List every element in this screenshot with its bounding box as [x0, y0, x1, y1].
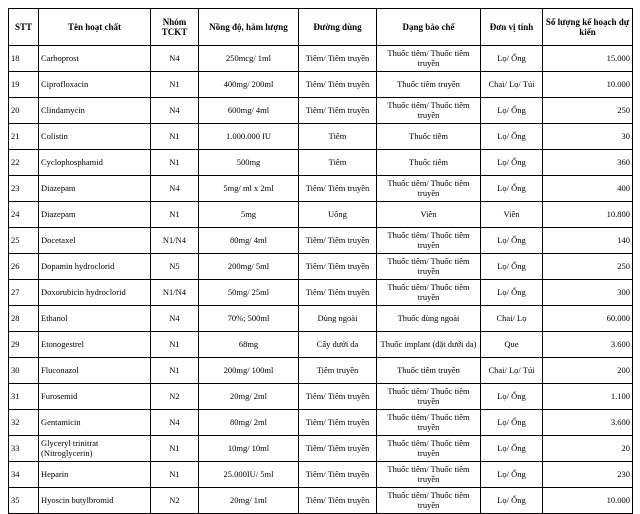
table-row [9, 280, 633, 306]
cell-stt: 21 [9, 124, 39, 150]
cell-stt: 28 [9, 306, 39, 332]
cell-name: Heparin [39, 462, 151, 488]
cell-quantity: 230 [543, 462, 633, 488]
table-row [9, 98, 633, 124]
cell-name: Doxorubicin hydroclorid [39, 280, 151, 306]
cell-unit: Chai/ Lọ/ Túi [481, 358, 543, 384]
cell-quantity: 20 [543, 436, 633, 462]
cell-name: Hyoscin butylbromid [39, 488, 151, 514]
table-row [9, 176, 633, 202]
cell-stt: 24 [9, 202, 39, 228]
cell-concentration: 600mg/ 4ml [199, 98, 299, 124]
cell-concentration: 500mg [199, 150, 299, 176]
cell-concentration: 10mg/ 10ml [199, 436, 299, 462]
cell-group: N1/N4 [151, 228, 199, 254]
cell-concentration: 200mg/ 5ml [199, 254, 299, 280]
cell-form: Thuốc tiêm/ Thuốc tiêm truyền [377, 280, 481, 306]
cell-quantity: 10.000 [543, 488, 633, 514]
cell-route: Tiêm truyền [299, 358, 377, 384]
cell-stt: 35 [9, 488, 39, 514]
cell-unit: Viên [481, 202, 543, 228]
table-row [9, 332, 633, 358]
table-row [9, 72, 633, 98]
cell-route: Cấy dưới da [299, 332, 377, 358]
cell-stt: 33 [9, 436, 39, 462]
cell-form: Thuốc tiêm/ Thuốc tiêm truyền [377, 462, 481, 488]
cell-form: Thuốc tiêm/ Thuốc tiêm truyền [377, 46, 481, 72]
cell-unit: Lọ/ Ống [481, 124, 543, 150]
cell-route: Tiêm/ Tiêm truyền [299, 462, 377, 488]
cell-stt: 25 [9, 228, 39, 254]
cell-group: N1 [151, 150, 199, 176]
cell-route: Tiêm [299, 124, 377, 150]
cell-group: N1 [151, 72, 199, 98]
cell-name: Diazepam [39, 176, 151, 202]
column-header-route: Đường dùng [299, 9, 377, 46]
cell-stt: 30 [9, 358, 39, 384]
cell-concentration: 250mcg/ 1ml [199, 46, 299, 72]
table-row [9, 358, 633, 384]
cell-unit: Chai/ Lọ/ Túi [481, 72, 543, 98]
cell-name: Furosemid [39, 384, 151, 410]
cell-name: Fluconazol [39, 358, 151, 384]
cell-name: Ethanol [39, 306, 151, 332]
table-row [9, 384, 633, 410]
cell-name: Etonogestrel [39, 332, 151, 358]
table-header-row [9, 9, 633, 46]
cell-quantity: 10.000 [543, 72, 633, 98]
cell-name: Cyclophosphamid [39, 150, 151, 176]
cell-route: Tiêm/ Tiêm truyền [299, 384, 377, 410]
cell-concentration: 200mg/ 100ml [199, 358, 299, 384]
column-header-quantity: Số lượng kế hoạch dự kiến [543, 9, 633, 46]
cell-group: N1 [151, 124, 199, 150]
table-row [9, 202, 633, 228]
cell-route: Tiêm/ Tiêm truyền [299, 254, 377, 280]
cell-form: Thuốc tiêm [377, 150, 481, 176]
cell-concentration: 80mg/ 2ml [199, 410, 299, 436]
cell-quantity: 140 [543, 228, 633, 254]
table-row [9, 124, 633, 150]
cell-route: Tiêm/ Tiêm truyền [299, 436, 377, 462]
cell-route: Tiêm/ Tiêm truyền [299, 176, 377, 202]
cell-form: Thuốc tiêm/ Thuốc tiêm truyền [377, 176, 481, 202]
table-row [9, 254, 633, 280]
column-header-unit: Đơn vị tính [481, 9, 543, 46]
cell-unit: Lọ/ Ống [481, 436, 543, 462]
cell-route: Tiêm/ Tiêm truyền [299, 46, 377, 72]
cell-unit: Lọ/ Ống [481, 488, 543, 514]
cell-route: Tiêm/ Tiêm truyền [299, 72, 377, 98]
cell-form: Viên [377, 202, 481, 228]
cell-stt: 22 [9, 150, 39, 176]
cell-form: Thuốc tiêm/ Thuốc tiêm truyền [377, 254, 481, 280]
cell-quantity: 400 [543, 176, 633, 202]
cell-unit: Lọ/ Ống [481, 46, 543, 72]
column-header-group: Nhóm TCKT [151, 9, 199, 46]
cell-group: N4 [151, 410, 199, 436]
cell-form: Thuốc tiêm/ Thuốc tiêm truyền [377, 488, 481, 514]
cell-quantity: 3.600 [543, 332, 633, 358]
cell-stt: 29 [9, 332, 39, 358]
cell-form: Thuốc tiêm/ Thuốc tiêm truyền [377, 228, 481, 254]
cell-group: N4 [151, 98, 199, 124]
cell-name: Dopamin hydroclorid [39, 254, 151, 280]
cell-quantity: 300 [543, 280, 633, 306]
table-row [9, 488, 633, 514]
cell-quantity: 10.800 [543, 202, 633, 228]
table-header [9, 9, 633, 46]
cell-name: Glyceryl trinitrat (Nitroglycerin) [39, 436, 151, 462]
cell-route: Tiêm/ Tiêm truyền [299, 98, 377, 124]
cell-route: Tiêm/ Tiêm truyền [299, 228, 377, 254]
cell-concentration: 400mg/ 200ml [199, 72, 299, 98]
cell-stt: 34 [9, 462, 39, 488]
cell-concentration: 50mg/ 25ml [199, 280, 299, 306]
table-row [9, 150, 633, 176]
cell-concentration: 80mg/ 4ml [199, 228, 299, 254]
cell-name: Diazepam [39, 202, 151, 228]
cell-form: Thuốc tiêm/ Thuốc tiêm truyền [377, 98, 481, 124]
cell-group: N4 [151, 176, 199, 202]
cell-quantity: 360 [543, 150, 633, 176]
cell-name: Carboprost [39, 46, 151, 72]
cell-form: Thuốc implant (đặt dưới da) [377, 332, 481, 358]
cell-concentration: 68mg [199, 332, 299, 358]
cell-stt: 23 [9, 176, 39, 202]
cell-route: Uống [299, 202, 377, 228]
cell-concentration: 5mg/ ml x 2ml [199, 176, 299, 202]
cell-group: N4 [151, 46, 199, 72]
cell-concentration: 25.000IU/ 5ml [199, 462, 299, 488]
cell-unit: Lọ/ Ống [481, 98, 543, 124]
cell-form: Thuốc tiêm/ Thuốc tiêm truyền [377, 436, 481, 462]
cell-quantity: 60.000 [543, 306, 633, 332]
cell-unit: Lọ/ Ống [481, 150, 543, 176]
column-header-concentration: Nồng độ, hàm lượng [199, 9, 299, 46]
cell-group: N5 [151, 254, 199, 280]
cell-group: N1 [151, 358, 199, 384]
cell-name: Docetaxel [39, 228, 151, 254]
cell-route: Tiêm/ Tiêm truyền [299, 280, 377, 306]
table-row [9, 228, 633, 254]
cell-unit: Lọ/ Ống [481, 254, 543, 280]
table-row [9, 306, 633, 332]
cell-quantity: 250 [543, 98, 633, 124]
table-row [9, 46, 633, 72]
column-header-stt: STT [9, 9, 39, 46]
cell-group: N4 [151, 306, 199, 332]
page-footer-marks: . . . . [292, 432, 348, 441]
cell-stt: 32 [9, 410, 39, 436]
table-row [9, 462, 633, 488]
cell-unit: Lọ/ Ống [481, 410, 543, 436]
cell-group: N1/N4 [151, 280, 199, 306]
cell-route: Tiêm/ Tiêm truyền [299, 410, 377, 436]
cell-form: Thuốc tiêm [377, 124, 481, 150]
cell-stt: 31 [9, 384, 39, 410]
cell-group: N1 [151, 436, 199, 462]
cell-name: Gentamicin [39, 410, 151, 436]
cell-quantity: 15.000 [543, 46, 633, 72]
cell-route: Dùng ngoài [299, 306, 377, 332]
cell-name: Clindamycin [39, 98, 151, 124]
cell-group: N1 [151, 462, 199, 488]
cell-unit: Lọ/ Ống [481, 176, 543, 202]
cell-stt: 27 [9, 280, 39, 306]
cell-unit: Chai/ Lọ [481, 306, 543, 332]
cell-form: Thuốc tiêm truyền [377, 72, 481, 98]
cell-name: Ciprofloxacin [39, 72, 151, 98]
cell-form: Thuốc tiêm/ Thuốc tiêm truyền [377, 384, 481, 410]
cell-quantity: 200 [543, 358, 633, 384]
cell-route: Tiêm/ Tiêm truyền [299, 488, 377, 514]
cell-group: N2 [151, 384, 199, 410]
cell-stt: 19 [9, 72, 39, 98]
cell-group: N2 [151, 488, 199, 514]
cell-concentration: 20mg/ 1ml [199, 488, 299, 514]
cell-route: Tiêm [299, 150, 377, 176]
cell-unit: Que [481, 332, 543, 358]
cell-form: Thuốc tiêm truyền [377, 358, 481, 384]
cell-name: Colistin [39, 124, 151, 150]
column-header-form: Dạng bào chế [377, 9, 481, 46]
cell-quantity: 3.600 [543, 410, 633, 436]
cell-quantity: 250 [543, 254, 633, 280]
cell-unit: Lọ/ Ống [481, 280, 543, 306]
column-header-name: Tên hoạt chất [39, 9, 151, 46]
cell-concentration: 20mg/ 2ml [199, 384, 299, 410]
cell-unit: Lọ/ Ống [481, 384, 543, 410]
cell-stt: 26 [9, 254, 39, 280]
cell-group: N1 [151, 332, 199, 358]
cell-stt: 18 [9, 46, 39, 72]
cell-unit: Lọ/ Ống [481, 462, 543, 488]
cell-form: Thuốc tiêm/ Thuốc tiêm truyền [377, 410, 481, 436]
cell-concentration: 1.000.000 IU [199, 124, 299, 150]
cell-concentration: 5mg [199, 202, 299, 228]
cell-group: N1 [151, 202, 199, 228]
cell-unit: Lọ/ Ống [481, 228, 543, 254]
cell-form: Thuốc dùng ngoài [377, 306, 481, 332]
cell-concentration: 70%; 500ml [199, 306, 299, 332]
cell-quantity: 30 [543, 124, 633, 150]
cell-stt: 20 [9, 98, 39, 124]
cell-quantity: 1.100 [543, 384, 633, 410]
